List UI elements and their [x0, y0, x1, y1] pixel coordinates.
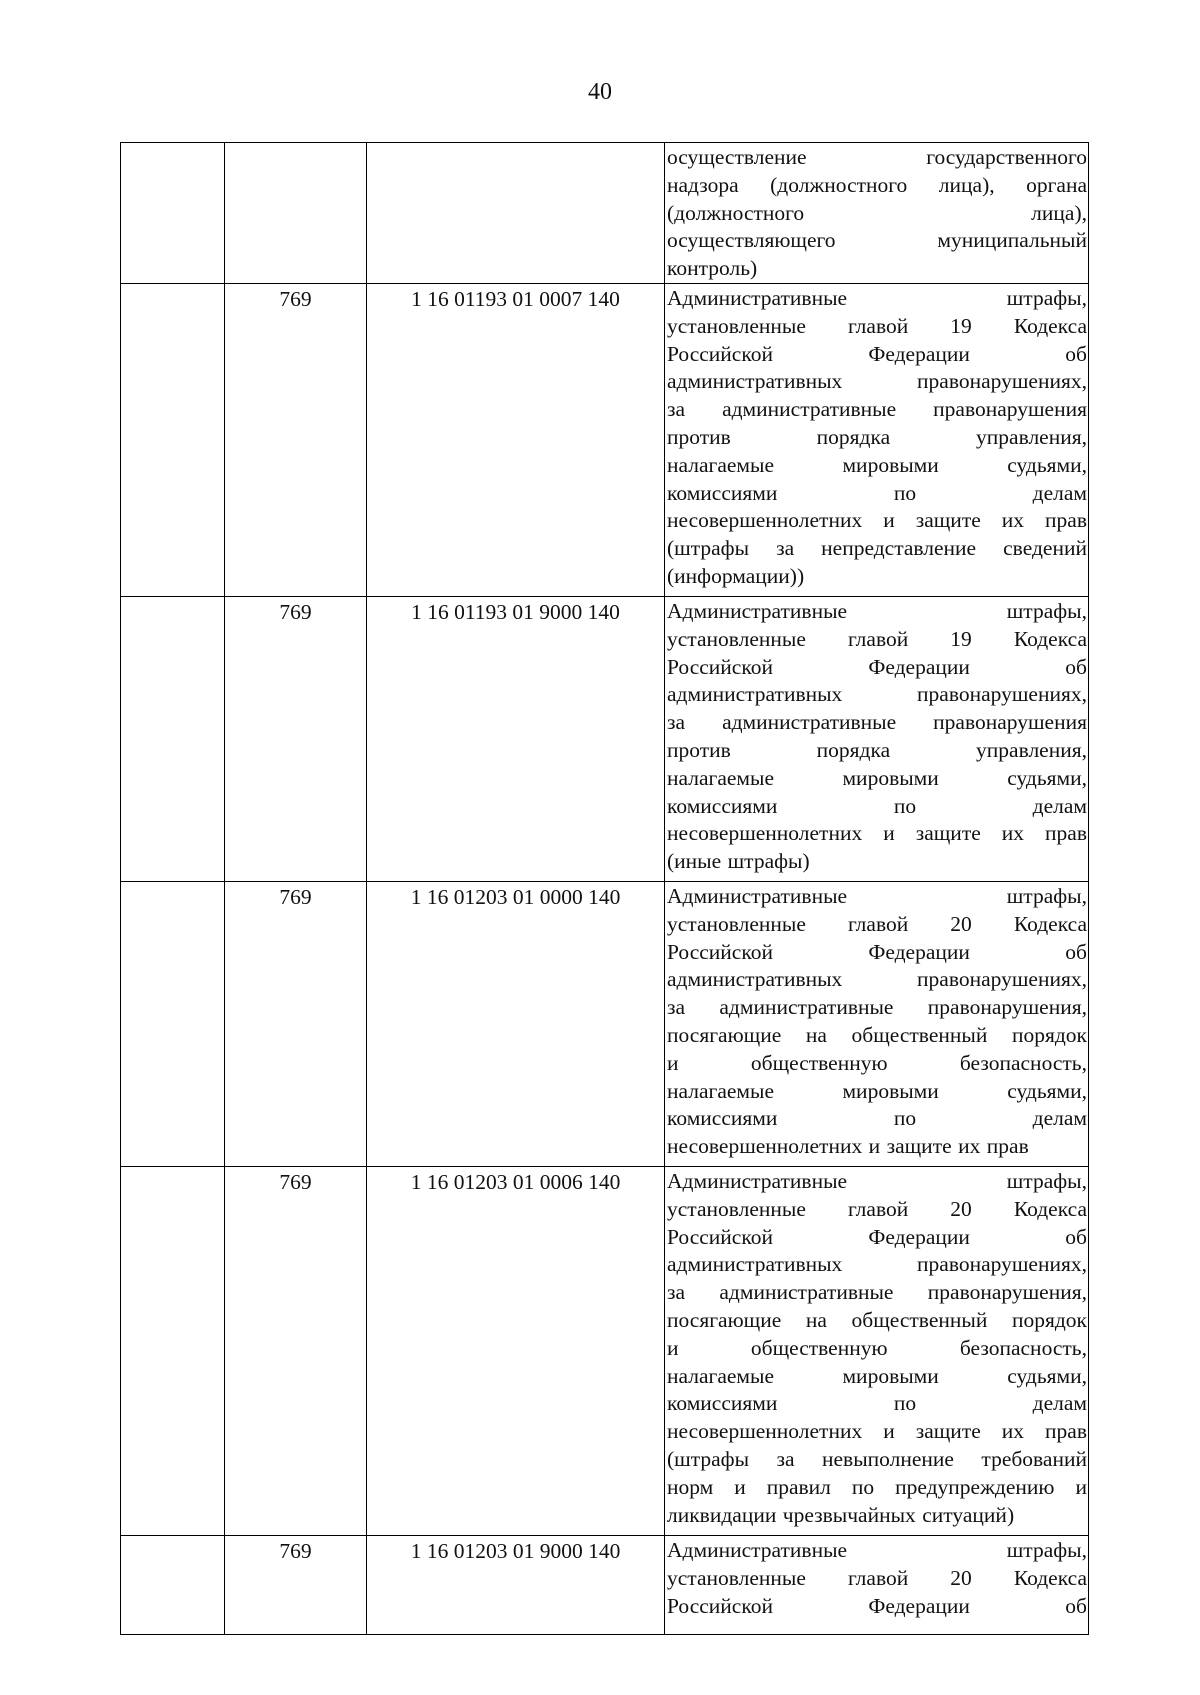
name-line: установленные главой 20 Кодекса: [667, 1196, 1087, 1221]
row-number-cell: [121, 1166, 225, 1535]
name-line: административных правонарушениях,: [667, 682, 1087, 707]
table-row: [121, 283, 1089, 596]
name-line: норм и правил по предупреждению и: [667, 1474, 1087, 1499]
name-line: осуществление государственного: [667, 145, 1087, 169]
admin-code-cell: 769: [225, 881, 367, 1166]
row-number-cell: [121, 1535, 225, 1634]
name-line: несовершеннолетних и защите их прав: [667, 508, 1087, 533]
name-line: Российской Федерации об: [667, 654, 1087, 679]
name-line: Российской Федерации об: [667, 341, 1087, 366]
row-number-cell: [121, 283, 225, 596]
name-line: комиссиями по делам: [667, 1391, 1087, 1416]
name-line: Административные штрафы,: [667, 1537, 1087, 1562]
table-row: [121, 881, 1089, 1166]
name-line: за административные правонарушения,: [667, 1280, 1087, 1305]
revenue-name-cell: [665, 283, 1089, 596]
name-line: административных правонарушениях,: [667, 967, 1087, 992]
name-line: против порядка управления,: [667, 737, 1087, 762]
name-line: административных правонарушениях,: [667, 1252, 1087, 1277]
name-line: налагаемые мировыми судьями,: [667, 1363, 1087, 1388]
admin-code-cell: 769: [225, 596, 367, 881]
row-number-cell: [121, 596, 225, 881]
name-line: налагаемые мировыми судьями,: [667, 1078, 1087, 1103]
table-row: [121, 1535, 1089, 1634]
name-line: комиссиями по делам: [667, 480, 1087, 505]
row-number-cell: [121, 143, 225, 284]
name-line: установленные главой 19 Кодекса: [667, 313, 1087, 338]
admin-code-cell: 769: [225, 1535, 367, 1634]
name-line: комиссиями по делам: [667, 1106, 1087, 1131]
name-line: установленные главой 19 Кодекса: [667, 626, 1087, 651]
admin-code-cell: [225, 143, 367, 284]
name-line: (штрафы за невыполнение требований: [667, 1446, 1087, 1471]
admin-code-cell: 769: [225, 1166, 367, 1535]
revenue-code-cell: 1 16 01193 01 9000 140: [367, 596, 665, 881]
name-line: административных правонарушениях,: [667, 369, 1087, 394]
name-line: Административные штрафы,: [667, 883, 1087, 908]
revenue-code-cell: 1 16 01203 01 9000 140: [367, 1535, 665, 1634]
row-number-cell: [121, 881, 225, 1166]
name-line: и общественную безопасность,: [667, 1050, 1087, 1075]
name-line: несовершеннолетних и защите их прав: [667, 821, 1087, 846]
name-line: Российской Федерации об: [667, 1224, 1087, 1249]
name-line: (информации)): [667, 563, 805, 588]
page-number: 40: [588, 79, 612, 105]
revenue-code-cell: 1 16 01203 01 0006 140: [367, 1166, 665, 1535]
revenue-name-cell: [665, 1166, 1089, 1535]
name-line: против порядка управления,: [667, 424, 1087, 449]
name-line: за административные правонарушения: [667, 397, 1087, 422]
name-line: (иные штрафы): [667, 849, 810, 874]
name-line: (штрафы за непредставление сведений: [667, 536, 1087, 561]
name-line: налагаемые мировыми судьями,: [667, 452, 1087, 477]
table-body: [121, 143, 1089, 1635]
name-line: установленные главой 20 Кодекса: [667, 1565, 1087, 1590]
name-line: Административные штрафы,: [667, 1168, 1087, 1193]
name-line: комиссиями по делам: [667, 793, 1087, 818]
revenue-name-cell: [665, 1535, 1089, 1634]
name-line: Российской Федерации об: [667, 939, 1087, 964]
name-line: несовершеннолетних и защите их прав: [667, 1134, 1029, 1159]
name-line: ликвидации чрезвычайных ситуаций): [667, 1502, 1015, 1527]
name-line: и общественную безопасность,: [667, 1335, 1087, 1360]
name-line: Административные штрафы,: [667, 598, 1087, 623]
revenue-code-cell: [367, 143, 665, 284]
revenue-codes-table: [120, 142, 1089, 1635]
table-row: [121, 596, 1089, 881]
name-line: надзора (должностного лица), органа: [667, 172, 1087, 197]
admin-code-cell: 769: [225, 283, 367, 596]
name-line: (должностного лица),: [667, 200, 1087, 225]
name-line: Административные штрафы,: [667, 285, 1087, 310]
revenue-code-cell: 1 16 01193 01 0007 140: [367, 283, 665, 596]
name-line: налагаемые мировыми судьями,: [667, 765, 1087, 790]
name-line: осуществляющего муниципальный: [667, 228, 1087, 253]
table-row: [121, 1166, 1089, 1535]
name-line: несовершеннолетних и защите их прав: [667, 1419, 1087, 1444]
revenue-name-cell: [665, 596, 1089, 881]
name-line: Российской Федерации об: [667, 1593, 1087, 1618]
name-line: за административные правонарушения: [667, 710, 1087, 735]
revenue-name-cell: [665, 881, 1089, 1166]
name-line: установленные главой 20 Кодекса: [667, 911, 1087, 936]
name-line: контроль): [667, 256, 758, 281]
name-line: посягающие на общественный порядок: [667, 1307, 1087, 1332]
table-row: [121, 143, 1089, 284]
name-line: за административные правонарушения,: [667, 995, 1087, 1020]
revenue-name-cell: [665, 143, 1089, 284]
name-line: посягающие на общественный порядок: [667, 1022, 1087, 1047]
revenue-code-cell: 1 16 01203 01 0000 140: [367, 881, 665, 1166]
